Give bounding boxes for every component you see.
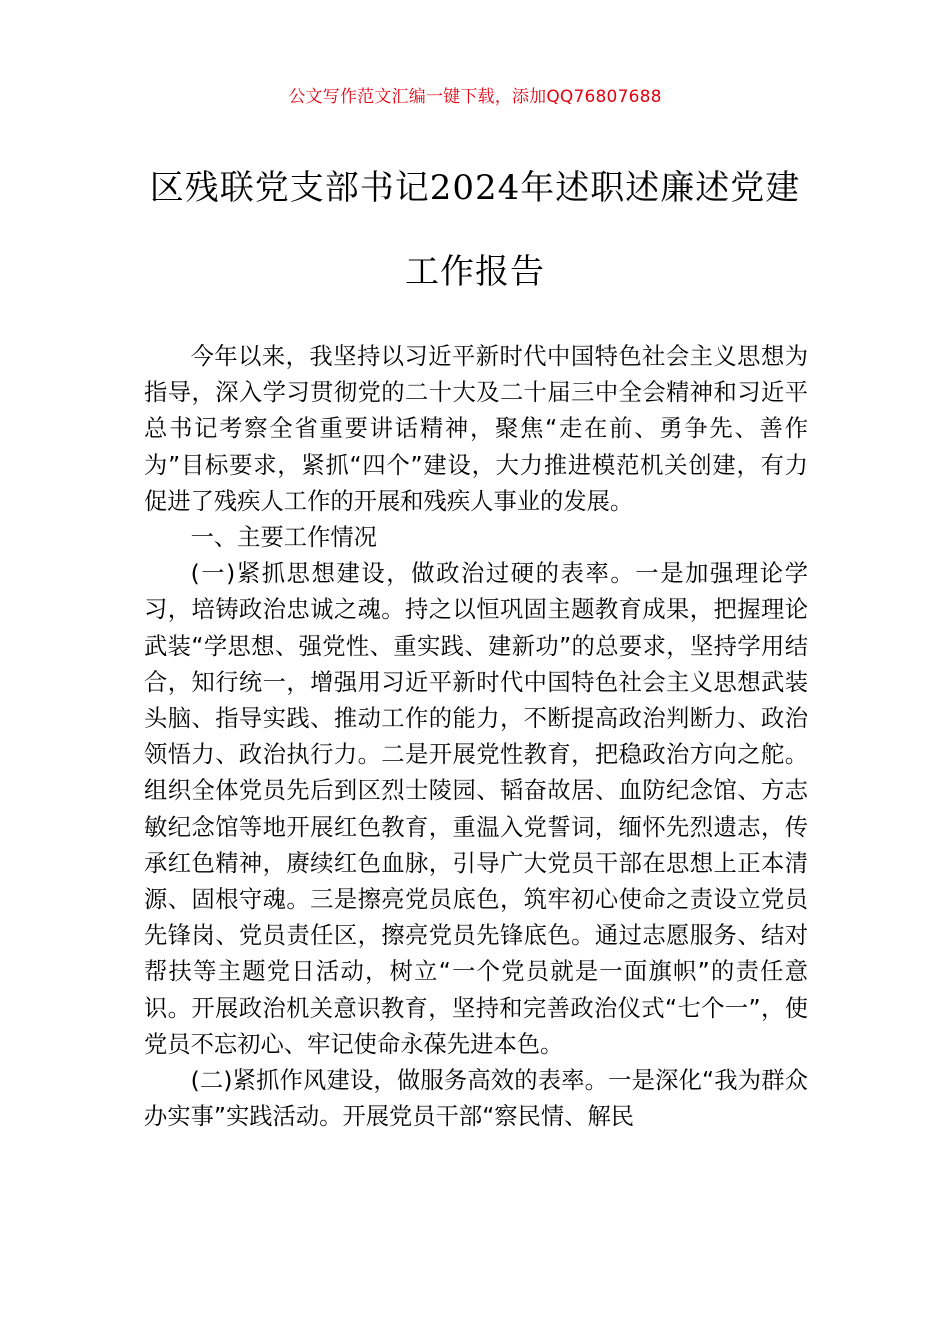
body-paragraph: (二)紧抓作风建设，做服务高效的表率。一是深化“我为群众办实事”实践活动。开展党员干部“察民情、解民 [144,1067,808,1131]
section-heading: 一、主要工作情况 [190,524,377,552]
intro-paragraph: 今年以来，我坚持以习近平新时代中国特色社会主义思想为指导，深入学习贯彻党的二十大及二十届三中全会精神和习近平总书记考察全省重要讲话精神，聚焦“走在前、勇争先、善作为”目标要求，紧抓“四个”建设，大力推进模范机关创建，有力促进了残疾人工作的开展和残疾人事业的发展。 [144,343,808,515]
document-body [144,339,808,1135]
download-notice: 公文写作范文汇编一键下载，添加QQ76807688 [288,87,662,107]
document-title [120,146,830,314]
title-line-2: 工作报告 [405,252,545,292]
body-paragraph: (一)紧抓思想建设，做政治过硬的表率。一是加强理论学习，培铸政治忠诚之魂。持之以恒巩固主题教育成果，把握理论武装“学思想、强党性、重实践、建新功”的总要求，坚持学用结合，知行统一，增强用习近平新时代中国特色社会主义思想武装头脑、指导实践、推动工作的能力，不断提高政治判断力、政治领悟力、政治执行力。二是开展党性教育，把稳政治方向之舵。组织全体党员先后到区烈士陵园、韬奋故居、血防纪念馆、方志敏纪念馆等地开展红色教育，重温入党誓词，缅怀先烈遗志，传承红色精神，赓续红色血脉，引导广大党员干部在思想上正本清源、固根守魂。三是擦亮党员底色，筑牢初心使命之责设立党员先锋岗、党员责任区，擦亮党员先锋底色。通过志愿服务、结对帮扶等主题党日活动，树立“一个党员就是一面旗帜”的责任意识。开展政治机关意识教育，坚持和完善政治仪式“七个一”，使党员不忘初心、牢记使命永葆先进本色。 [144,560,808,1058]
title-line-1: 区残联党支部书记2024年述职述廉述党建 [149,168,801,208]
